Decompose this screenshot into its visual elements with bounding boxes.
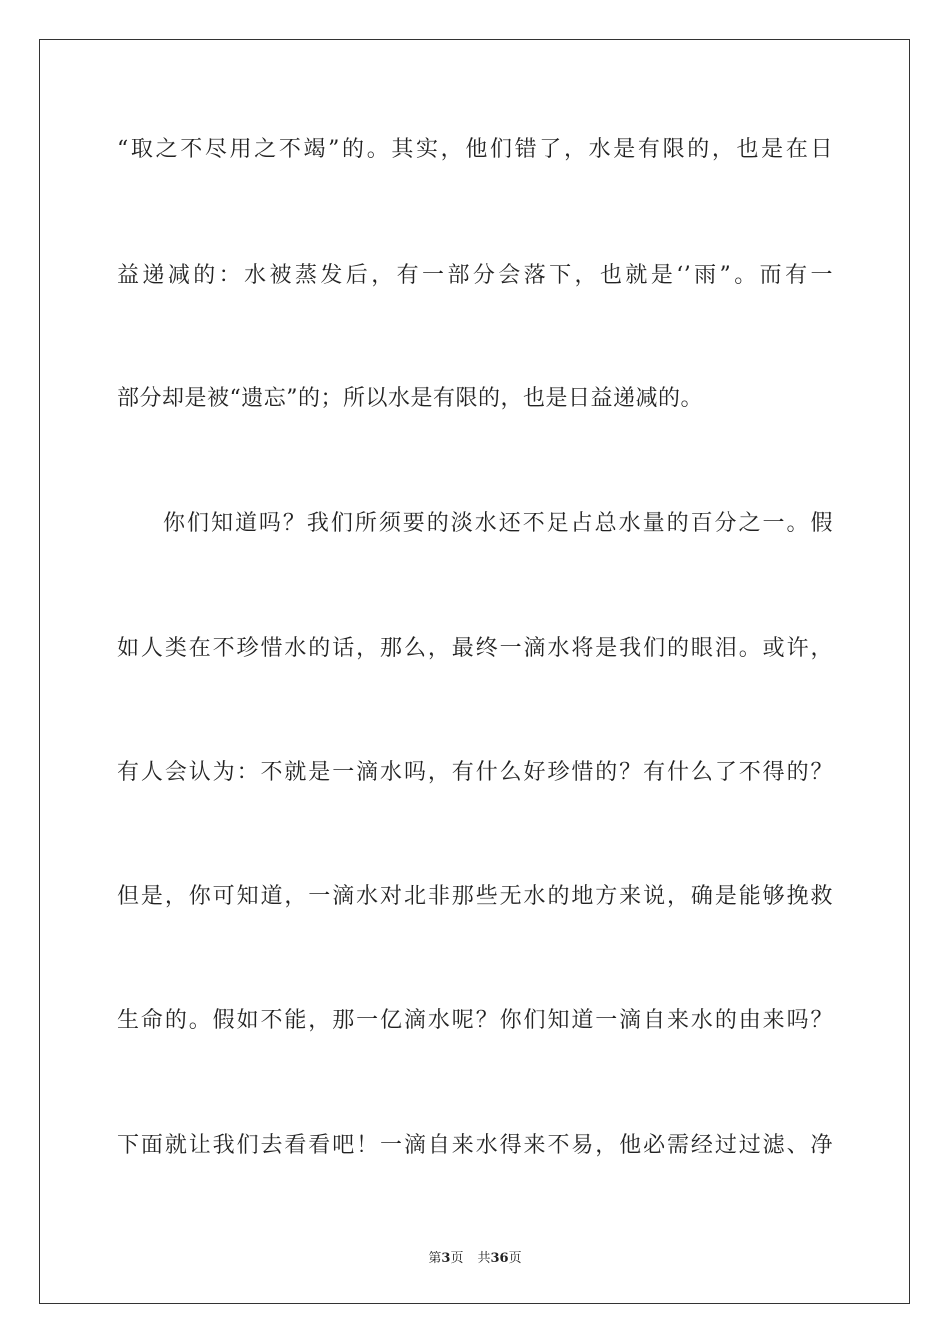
text-line: 下面就让我们去看看吧！一滴自来水得来不易，他必需经过过滤、净 xyxy=(117,1133,833,1158)
text-line: 有人会认为：不就是一滴水吗，有什么好珍惜的？有什么了不得的？ xyxy=(117,760,833,785)
page-prefix: 第 xyxy=(428,1251,442,1266)
total-suffix: 页 xyxy=(508,1251,522,1266)
text-line: 生命的。假如不能，那一亿滴水呢？你们知道一滴自来水的由来吗？ xyxy=(117,1008,833,1033)
text-line: 益递减的：水被蒸发后，有一部分会落下，也就是‘’雨”。而有一 xyxy=(117,263,833,288)
text-line: 但是，你可知道，一滴水对北非那些无水的地方来说，确是能够挽救 xyxy=(117,884,833,909)
page-footer xyxy=(0,1247,950,1266)
text-line: 部分却是被“遗忘”的；所以水是有限的，也是日益递减的。 xyxy=(117,386,703,411)
page-suffix: 页 xyxy=(450,1251,464,1266)
page-number: 3 xyxy=(441,1251,451,1266)
total-pages: 36 xyxy=(490,1251,509,1266)
page-border xyxy=(39,39,910,1304)
text-line: 如人类在不珍惜水的话，那么，最终一滴水将是我们的眼泪。或许， xyxy=(117,636,833,661)
text-line: 你们知道吗？我们所须要的淡水还不足占总水量的百分之一。假 xyxy=(163,511,833,536)
text-line: “取之不尽用之不竭”的。其实，他们错了，水是有限的，也是在日 xyxy=(117,137,833,162)
total-prefix: 共 xyxy=(477,1251,491,1266)
